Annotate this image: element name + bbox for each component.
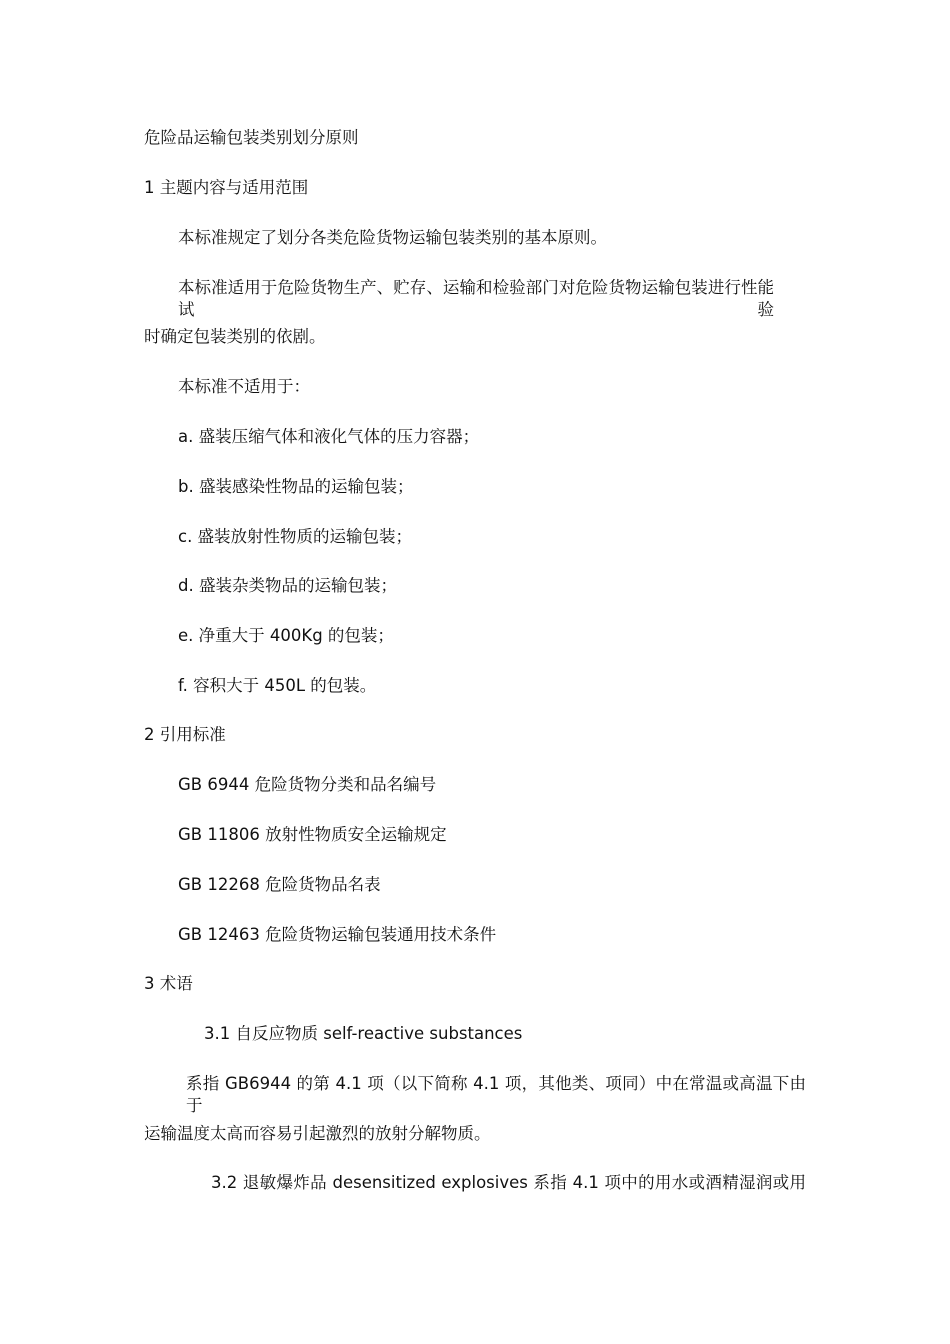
reference-item: GB 12463 危险货物运输包装通用技术条件 (178, 925, 497, 944)
section-1-paragraph-2-line-2: 时确定包装类别的依剧。 (144, 327, 326, 346)
term-3-1-definition-line-1: 系指 GB6944 的第 4.1 项（以下简称 4.1 项，其他类、项同）中在常温或高温下由于 (186, 1074, 806, 1115)
section-1-heading: 1 主题内容与适用范围 (144, 178, 309, 197)
section-1-paragraph-2-line-1: 本标准适用于危险货物生产、贮存、运输和检验部门对危险货物运输包装进行性能试验 (178, 278, 774, 319)
list-item: a. 盛装压缩气体和液化气体的压力容器； (178, 427, 480, 446)
list-item: d. 盛装杂类物品的运输包装； (178, 576, 397, 595)
term-3-1-definition-line-2: 运输温度太高而容易引起激烈的放射分解物质。 (144, 1124, 491, 1143)
reference-item: GB 6944 危险货物分类和品名编号 (178, 775, 437, 794)
list-item: f. 容积大于 450L 的包装。 (178, 676, 377, 695)
reference-item: GB 11806 放射性物质安全运输规定 (178, 825, 447, 844)
list-item: b. 盛装感染性物品的运输包装； (178, 477, 414, 496)
section-1-paragraph-3: 本标准不适用于： (178, 377, 310, 396)
section-3-heading: 3 术语 (144, 974, 193, 993)
term-3-1-heading: 3.1 自反应物质 self-reactive substances (204, 1024, 523, 1043)
document-title: 危险品运输包装类别划分原则 (144, 128, 359, 147)
term-3-2-line-1: 3.2 退敏爆炸品 desensitized explosives 系指 4.1 项中的用水或酒精湿润或用 (211, 1173, 806, 1192)
list-item: c. 盛装放射性物质的运输包装； (178, 527, 413, 546)
section-2-heading: 2 引用标准 (144, 725, 226, 744)
section-1-paragraph-1: 本标准规定了划分各类危险货物运输包装类别的基本原则。 (178, 228, 607, 247)
list-item: e. 净重大于 400Kg 的包装； (178, 626, 394, 645)
reference-item: GB 12268 危险货物品名表 (178, 875, 381, 894)
